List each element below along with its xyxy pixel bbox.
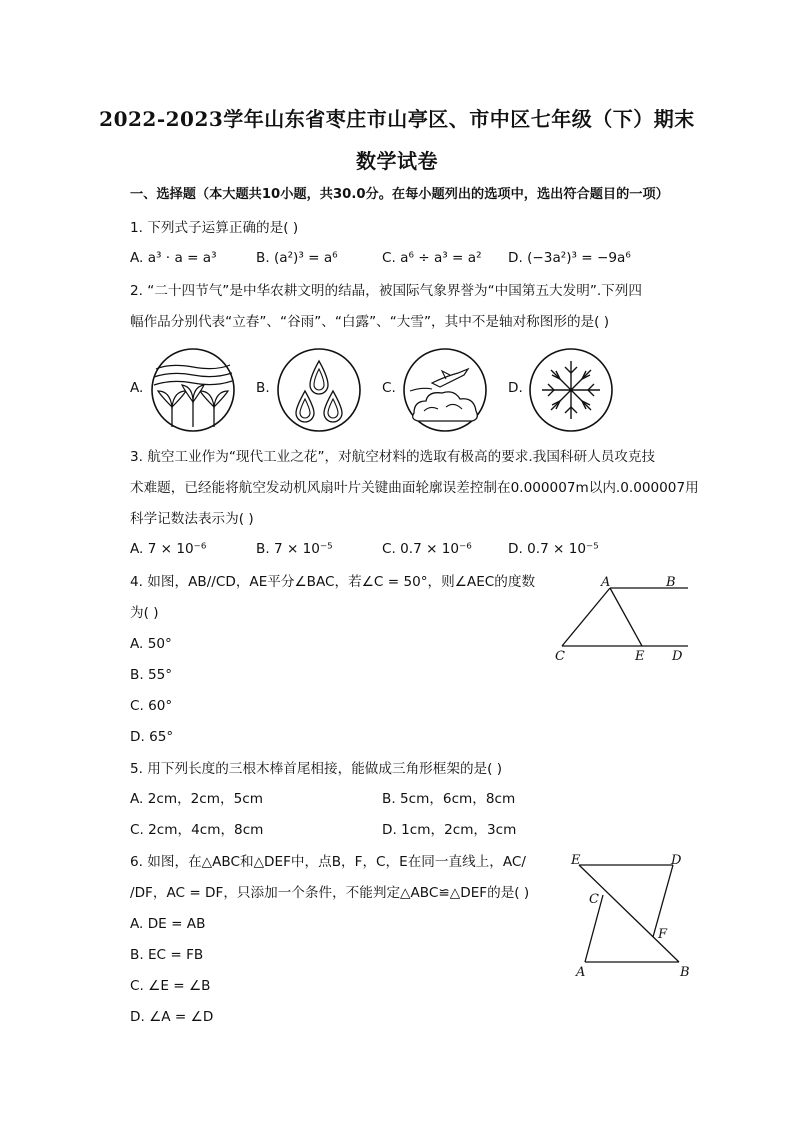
q3-line2: 术难题，已经能将航空发动机风扇叶片关键曲面轮廓误差控制在0.000007m以内.0.000007用 <box>130 480 699 496</box>
q4-option-c: C. 60° <box>130 698 173 714</box>
q4-option-a: A. 50° <box>130 636 172 652</box>
exam-title-line2: 数学试卷 <box>356 149 438 173</box>
q4-label-b: B <box>666 575 676 590</box>
q6-label-f: F <box>658 927 668 942</box>
q1-option-b: B. (a²)³ = a⁶ <box>256 250 338 266</box>
q6-label-c: C <box>589 892 599 907</box>
q6-option-c: C. ∠E = ∠B <box>130 978 211 994</box>
lichun-sprout-icon <box>150 347 236 433</box>
q5-option-a: A. 2cm，2cm，5cm <box>130 791 263 807</box>
q1-option-d: D. (−3a²)³ = −9a⁶ <box>508 250 631 266</box>
q4-line2: 为( ) <box>130 605 159 621</box>
q6-label-e: E <box>571 853 581 868</box>
q5-option-d: D. 1cm，2cm，3cm <box>382 822 517 838</box>
q5-option-c: C. 2cm，4cm，8cm <box>130 822 264 838</box>
q1-stem: 1. 下列式子运算正确的是( ) <box>130 220 299 236</box>
section-header: 一、选择题（本大题共10小题，共30.0分。在每小题列出的选项中，选出符合题目的一项） <box>130 187 669 202</box>
q3-line1: 3. 航空工业作为“现代工业之花”，对航空材料的选取有极高的要求.我国科研人员攻克技 <box>130 449 656 465</box>
q2-option-c-label: C. <box>382 380 396 396</box>
q4-label-c: C <box>555 649 565 664</box>
q6-line2: /DF，AC = DF，只添加一个条件，不能判定△ABC≌△DEF的是( ) <box>130 885 530 901</box>
q3-option-b: B. 7 × 10⁻⁵ <box>256 541 333 557</box>
q6-geometry-figure <box>565 850 695 985</box>
q4-geometry-figure <box>550 570 695 665</box>
q1-option-a: A. a³ · a = a³ <box>130 250 217 266</box>
q4-option-b: B. 55° <box>130 667 173 683</box>
q6-option-d: D. ∠A = ∠D <box>130 1009 214 1025</box>
q2-line2: 幅作品分别代表“立春”、“谷雨”、“白露”、“大雪”，其中不是轴对称图形的是( ) <box>130 314 610 330</box>
q4-line1: 4. 如图，AB//CD，AE平分∠BAC，若∠C = 50°，则∠AEC的度数 <box>130 574 536 590</box>
q2-option-d-label: D. <box>508 380 523 396</box>
q3-line3: 科学记数法表示为( ) <box>130 511 254 527</box>
q4-option-d: D. 65° <box>130 729 174 745</box>
q5-stem: 5. 用下列长度的三根木棒首尾相接，能做成三角形框架的是( ) <box>130 761 503 777</box>
q6-label-a: A <box>576 965 586 980</box>
q4-label-e: E <box>635 649 645 664</box>
q6-line1: 6. 如图，在△ABC和△DEF中，点B，F，C，E在同一直线上，AC/ <box>130 854 526 870</box>
q6-option-a: A. DE = AB <box>130 916 206 932</box>
q2-option-b-label: B. <box>256 380 270 396</box>
q6-option-b: B. EC = FB <box>130 947 204 963</box>
q3-option-d: D. 0.7 × 10⁻⁵ <box>508 541 599 557</box>
q2-line1: 2. “二十四节气”是中华农耕文明的结晶，被国际气象界誉为“中国第五大发明”.下列四 <box>130 283 642 299</box>
q6-label-d: D <box>671 853 682 868</box>
q6-label-b: B <box>680 965 690 980</box>
daxue-snowflake-icon <box>528 347 614 433</box>
q1-option-c: C. a⁶ ÷ a³ = a² <box>382 250 482 266</box>
bailu-bird-cloud-icon <box>402 347 488 433</box>
guyu-raindrop-icon <box>276 347 362 433</box>
q5-option-b: B. 5cm，6cm，8cm <box>382 791 516 807</box>
q4-label-a: A <box>601 575 611 590</box>
q2-option-a-label: A. <box>130 380 144 396</box>
q3-option-c: C. 0.7 × 10⁻⁶ <box>382 541 472 557</box>
q4-label-d: D <box>672 649 683 664</box>
q3-option-a: A. 7 × 10⁻⁶ <box>130 541 207 557</box>
exam-title-line1: 2022-2023学年山东省枣庄市山亭区、市中区七年级（下）期末 <box>99 107 695 131</box>
